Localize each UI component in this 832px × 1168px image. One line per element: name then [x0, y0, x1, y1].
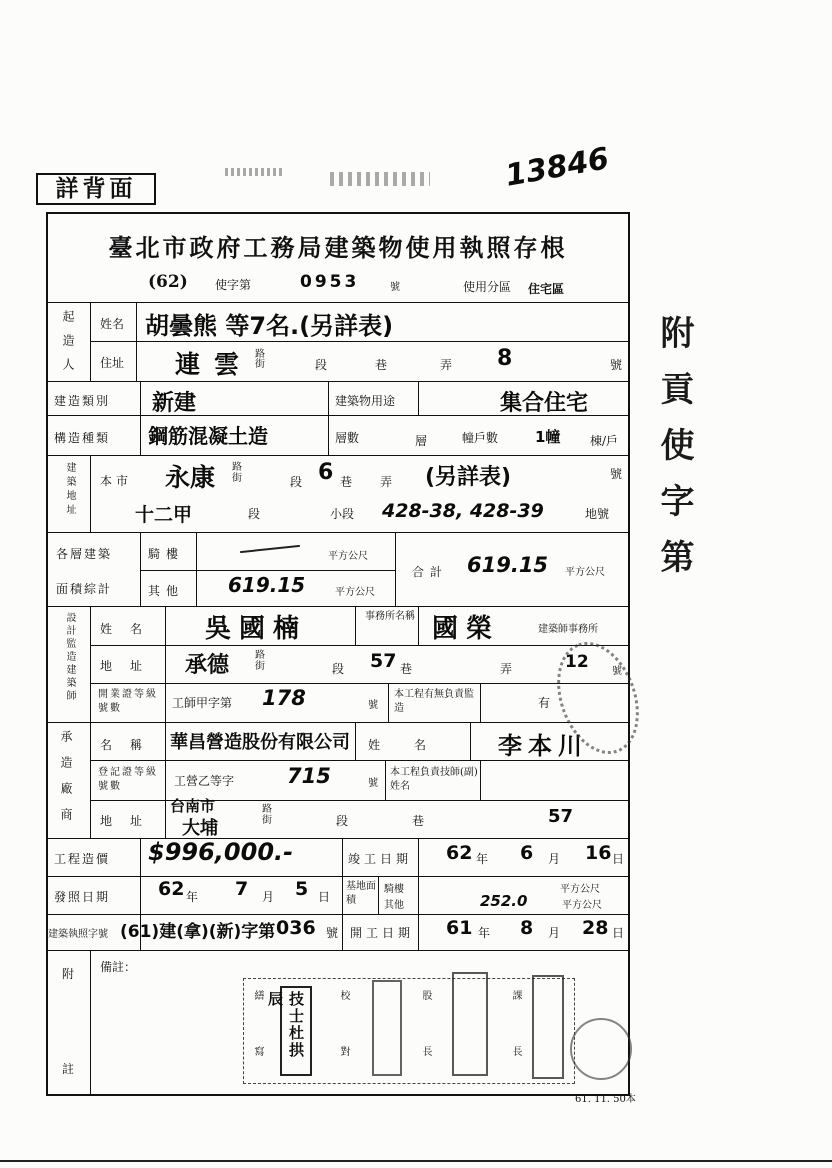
structure-value: 鋼筋混凝土造: [148, 424, 268, 448]
designer-section-label: 設計監造建築師: [64, 612, 75, 703]
households-unit: 棟/戶: [590, 434, 619, 448]
address-number: 8: [497, 346, 513, 371]
applicant-address-label: 住址: [100, 356, 125, 370]
permit-suffix: 號: [326, 926, 339, 940]
supervisor-value: 有: [538, 696, 551, 710]
contractor-reg-value: 工營乙等字: [174, 774, 235, 788]
designer-lane: 57: [370, 650, 397, 672]
site-area-other-label: 其他: [384, 900, 404, 911]
contractor-reg-number: 715: [287, 764, 331, 788]
rule: [48, 914, 628, 915]
signature-col3-label: 股長: [420, 990, 431, 1102]
rule: [48, 532, 628, 533]
households-value: 1幢: [535, 428, 561, 446]
start-month-unit: 月: [548, 926, 561, 940]
issue-year: 62: [158, 878, 185, 900]
remarks-note-label: 備註：: [100, 960, 137, 974]
side-handwritten-text: 附貢使字第: [654, 315, 694, 595]
designer-lane-unit: 巷: [400, 662, 413, 676]
contractor-name-label: 名稱: [100, 738, 161, 752]
contractor-section-label: 承造廠商: [59, 730, 73, 834]
designer-license-label: 開業證等級號數: [98, 689, 158, 714]
arcade-unit: 平方公尺: [328, 551, 368, 562]
site-area-arcade-label: 騎樓: [384, 884, 404, 895]
section-unit: 段: [315, 358, 328, 372]
completion-day: 16: [585, 842, 612, 864]
designer-license-suffix: 號: [368, 700, 378, 711]
total-area-label: 合計: [412, 565, 449, 579]
start-year-unit: 年: [478, 926, 491, 940]
households-label: 幢戶數: [462, 431, 499, 445]
rule: [48, 876, 628, 877]
rule: [90, 645, 628, 646]
site-city: 本市: [100, 474, 133, 488]
rule: [90, 683, 628, 684]
rule: [90, 302, 91, 381]
site-road-unit: 路街: [232, 462, 242, 484]
license-type: 使字第: [215, 278, 252, 292]
completion-year-unit: 年: [476, 852, 489, 866]
rule: [418, 381, 419, 415]
round-seal: [570, 1018, 632, 1080]
start-day: 28: [582, 917, 609, 939]
faint-mark: [225, 168, 285, 176]
building-category-value: 新建: [152, 391, 197, 416]
issue-month: 7: [235, 878, 249, 900]
rule: [388, 683, 389, 722]
applicant-address-value: 連雲: [175, 350, 254, 379]
issue-day-unit: 日: [318, 890, 331, 904]
form-title: 臺北市政府工務局建築物使用執照存根: [108, 233, 568, 262]
rule: [48, 838, 628, 839]
permit-label: 建築執照字號: [48, 929, 108, 940]
rule: [328, 381, 329, 455]
rule: [196, 532, 197, 606]
site-lot-unit: 段: [248, 507, 261, 521]
total-area-unit: 平方公尺: [565, 567, 605, 578]
contractor-reg-suffix: 號: [368, 778, 378, 789]
contractor-road-unit: 路街: [262, 804, 272, 826]
building-category-label: 建造類別: [54, 394, 111, 408]
signature-col2-label: 校對: [338, 990, 349, 1102]
lane-unit: 巷: [375, 358, 388, 372]
area-label-2: 面積綜計: [56, 582, 113, 596]
zone-label: 使用分區: [463, 280, 512, 294]
rule: [48, 455, 628, 456]
office-suffix: 建築師事務所: [538, 624, 598, 635]
other-area-label: 其他: [148, 584, 185, 598]
site-lot-suffix: 地號: [585, 507, 610, 521]
applicant-section-label: 起造人: [61, 310, 75, 382]
rule: [90, 455, 91, 532]
signature-col4-label: 課長: [510, 990, 521, 1102]
issue-day: 5: [295, 878, 309, 900]
rule: [480, 760, 481, 800]
contractor-person-value: 李本川: [498, 732, 588, 760]
serial-number: 13846: [502, 141, 612, 194]
signature-seal-1: 技士杜拱辰: [280, 986, 312, 1076]
rule: [136, 302, 137, 381]
issue-label: 發照日期: [54, 890, 111, 904]
site-detail: (另詳表): [425, 465, 512, 490]
license-suffix: 號: [390, 282, 400, 293]
rule: [470, 722, 471, 760]
start-month: 8: [520, 917, 534, 939]
arcade-label: 騎樓: [148, 547, 185, 561]
other-area-value: 619.15: [228, 573, 306, 597]
rule: [395, 532, 396, 606]
contractor-address-label: 地址: [100, 814, 161, 828]
total-area-value: 619.15: [467, 553, 549, 577]
signature-col1-label: 繕寫: [252, 990, 263, 1102]
site-lane: 6: [318, 460, 334, 485]
rule: [165, 606, 166, 838]
license-prefix: (62): [148, 272, 188, 292]
designer-license-number: 178: [262, 686, 306, 710]
start-label: 開工日期: [350, 926, 415, 940]
completion-month: 6: [520, 842, 534, 864]
contractor-person-label: 姓名: [368, 738, 461, 752]
start-day-unit: 日: [612, 926, 625, 940]
signature-seal-3: [452, 972, 488, 1076]
issue-year-unit: 年: [186, 890, 199, 904]
contractor-address-number: 57: [548, 806, 574, 827]
completion-month-unit: 月: [548, 852, 561, 866]
site-area-label: 基地面積: [346, 881, 376, 906]
designer-license-value: 工師甲字第: [172, 696, 233, 710]
rule: [90, 950, 91, 1096]
contractor-section-unit: 段: [336, 814, 349, 828]
road-unit: 路街: [255, 349, 265, 370]
other-area-unit: 平方公尺: [335, 587, 375, 598]
site-lane-unit: 巷: [340, 475, 353, 489]
applicant-name-value: 胡曇熊 等7名.(另詳表): [145, 312, 394, 340]
site-number-unit: 號: [610, 467, 623, 481]
contractor-name-value: 華昌營造股份有限公司: [170, 732, 350, 753]
completion-label: 竣工日期: [348, 852, 413, 866]
rule: [140, 532, 141, 606]
floors-unit: 層: [415, 434, 428, 448]
designer-number-unit: 號: [612, 666, 622, 677]
rule: [48, 302, 628, 303]
remarks-side-label-bottom: 註: [62, 1062, 75, 1076]
rule: [355, 722, 356, 760]
issue-month-unit: 月: [262, 890, 275, 904]
rule: [480, 683, 481, 722]
site-address-label: 建築地址: [64, 462, 75, 518]
designer-road-unit: 路街: [255, 650, 265, 672]
designer-address-number: 12: [565, 652, 589, 672]
applicant-name-label: 姓名: [100, 317, 125, 331]
structure-label: 構造種類: [54, 431, 111, 445]
designer-name-value: 吳國楠: [205, 614, 308, 644]
rule: [140, 570, 395, 571]
rule: [48, 722, 628, 723]
building-use-label: 建築物用途: [335, 394, 396, 408]
cost-value: $996,000.-: [148, 838, 294, 866]
site-alley-unit: 弄: [380, 475, 393, 489]
designer-section-unit: 段: [332, 662, 345, 676]
permit-number: 036: [276, 917, 316, 939]
number-unit: 號: [610, 358, 623, 372]
completion-year: 62: [446, 842, 473, 864]
rule: [48, 606, 628, 607]
office-value: 國榮: [432, 614, 501, 644]
cost-label: 工程造價: [54, 852, 111, 866]
rule: [90, 606, 91, 838]
completion-day-unit: 日: [612, 852, 625, 866]
alley-unit: 弄: [440, 358, 453, 372]
contractor-reg-label: 登記證等級號數: [98, 767, 158, 792]
zone-value: 住宅區: [528, 282, 565, 296]
rule: [48, 950, 628, 951]
rule: [378, 876, 379, 914]
permit-value: (61)建(拿)(新)字第: [120, 922, 276, 942]
start-year: 61: [446, 917, 473, 939]
license-number: 0953: [300, 272, 360, 292]
site-area-other-unit: 平方公尺: [562, 900, 602, 911]
designer-address-road: 承德: [185, 653, 230, 678]
signature-seal-4: [532, 975, 564, 1079]
contractor-lane-unit: 巷: [412, 814, 425, 828]
rule: [385, 760, 386, 800]
floors-label: 層數: [335, 431, 360, 445]
faint-mark: [330, 172, 430, 186]
site-lot-district: 十二甲: [135, 504, 193, 526]
area-label-1: 各層建築: [56, 547, 113, 561]
office-label: 事務所名稱: [365, 611, 415, 622]
remarks-side-label-top: 附: [62, 967, 75, 981]
rule: [140, 381, 141, 455]
designer-address-label: 地址: [100, 659, 161, 673]
contractor-tech-label: 本工程負責技師(副)姓名: [390, 767, 478, 792]
rule: [342, 838, 343, 950]
site-lot-numbers: 428-38, 428-39: [382, 500, 544, 522]
supervisor-label: 本工程有無負責監造: [394, 689, 474, 714]
form-code: 61. 11. 50本: [575, 1094, 636, 1105]
site-lot-unit2: 小段: [330, 507, 355, 521]
site-road: 永康: [165, 463, 216, 492]
site-area-other-value: 252.0: [480, 892, 528, 910]
detail-on-back-stamp: 詳背面: [36, 173, 156, 205]
designer-name-label: 姓名: [100, 622, 161, 636]
contractor-address-city: 台南市: [170, 797, 216, 815]
page-edge: [0, 1160, 832, 1162]
rule: [418, 838, 419, 950]
rule: [355, 606, 356, 645]
rule: [90, 341, 628, 342]
rule: [418, 606, 419, 645]
site-section-unit: 段: [290, 475, 303, 489]
signature-seal-2: [372, 980, 402, 1076]
rule: [48, 381, 628, 382]
site-area-arcade-unit: 平方公尺: [560, 884, 600, 895]
contractor-address-road: 大埔: [182, 818, 218, 839]
building-use-value: 集合住宅: [500, 391, 589, 416]
designer-alley-unit: 弄: [500, 662, 513, 676]
